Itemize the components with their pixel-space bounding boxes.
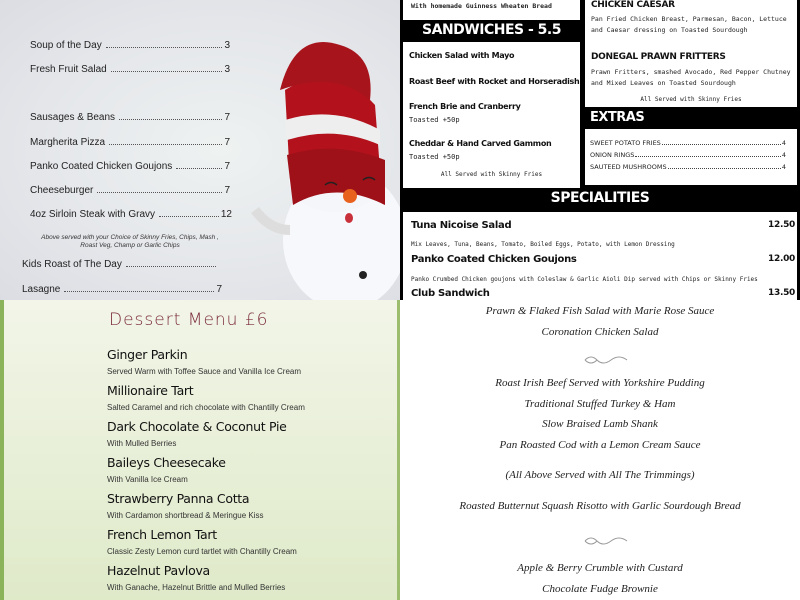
dessert-name: French Lemon Tart bbox=[107, 527, 217, 542]
menu-line: Pan Roasted Cod with a Lemon Cream Sauce bbox=[499, 439, 701, 451]
menu-line: Apple & Berry Crumble with Custard bbox=[517, 562, 683, 574]
special-desc: Mix Leaves, Tuna, Beans, Tomato, Boiled Eggs, Potato, with Lemon Dressing bbox=[411, 241, 675, 248]
leader-dots bbox=[668, 163, 781, 169]
item-name: Fresh Fruit Salad bbox=[30, 64, 107, 75]
special-price: 13.50 bbox=[768, 288, 795, 298]
menu-item bbox=[30, 112, 230, 123]
extra-item bbox=[590, 163, 786, 171]
extra-price: 4 bbox=[781, 163, 786, 171]
leader-dots bbox=[97, 185, 222, 193]
menu-line: Prawn & Flaked Fish Salad with Marie Rose Sauce bbox=[485, 305, 715, 317]
leader-dots bbox=[635, 151, 780, 157]
item-price: 7 bbox=[224, 185, 230, 196]
extra-name: ONION RINGS bbox=[590, 151, 635, 159]
ornament-divider bbox=[583, 535, 629, 547]
dessert-name: Baileys Cheesecake bbox=[107, 455, 226, 470]
extra-price: 4 bbox=[781, 139, 786, 147]
leader-dots bbox=[176, 161, 222, 169]
special-name: Tuna Nicoise Salad bbox=[411, 220, 512, 231]
mains-box bbox=[585, 0, 797, 107]
menu-item bbox=[22, 259, 218, 270]
sandwich-name: Cheddar & Hand Carved Gammon bbox=[409, 139, 552, 148]
extra-item bbox=[590, 139, 786, 147]
dessert-name: Millionaire Tart bbox=[107, 383, 194, 398]
menu-line: Traditional Stuffed Turkey & Ham bbox=[524, 398, 676, 410]
leader-dots bbox=[159, 209, 219, 217]
extra-name: SAUTEED MUSHROOMS bbox=[590, 163, 667, 171]
dessert-title: Dessert Menu £6 bbox=[109, 310, 269, 330]
dessert-name: Strawberry Panna Cotta bbox=[107, 491, 250, 506]
menu-line: Slow Braised Lamb Shank bbox=[542, 418, 658, 430]
leader-dots bbox=[119, 112, 222, 120]
dessert-desc: With Vanilla Ice Cream bbox=[107, 475, 188, 484]
leader-dots bbox=[126, 259, 216, 267]
item-name: Lasagne bbox=[22, 284, 61, 295]
sandwich-name: Roast Beef with Rocket and Horseradish bbox=[409, 77, 580, 86]
item-name: Sausages & Beans bbox=[30, 112, 116, 123]
main-name: DONEGAL PRAWN FRITTERS bbox=[591, 52, 726, 62]
special-price: 12.50 bbox=[768, 220, 795, 230]
item-price: 7 bbox=[224, 161, 230, 172]
item-name: Cheeseburger bbox=[30, 185, 94, 196]
kids-menu-panel bbox=[0, 0, 400, 300]
menu-item bbox=[30, 64, 230, 75]
item-name: Soup of the Day bbox=[30, 40, 102, 51]
dessert-desc: Salted Caramel and rich chocolate with Chantilly Cream bbox=[107, 403, 305, 412]
menu-line: Roast Irish Beef Served with Yorkshire Pudding bbox=[495, 377, 705, 389]
dessert-name: Hazelnut Pavlova bbox=[107, 563, 210, 578]
special-name: Club Sandwich bbox=[411, 288, 490, 299]
item-price: 7 bbox=[224, 137, 230, 148]
soup-box bbox=[403, 0, 580, 20]
menu-item bbox=[30, 137, 230, 148]
menu-item bbox=[30, 185, 230, 196]
snowman-image bbox=[245, 30, 400, 300]
dessert-desc: With Ganache, Hazelnut Brittle and Mulled Berries bbox=[107, 583, 286, 592]
dessert-desc: With Cardamon shortbread & Meringue Kiss bbox=[107, 511, 264, 520]
item-price: 7 bbox=[224, 112, 230, 123]
extra-price: 4 bbox=[781, 151, 786, 159]
sandwiches-header: SANDWICHES - 5.5 bbox=[422, 22, 561, 38]
sandwich-name: French Brie and Cranberry bbox=[409, 102, 521, 111]
leader-dots bbox=[111, 64, 223, 72]
item-name: Kids Roast of The Day bbox=[22, 259, 122, 270]
main-name: CHICKEN CAESAR bbox=[591, 0, 675, 10]
item-name: Margherita Pizza bbox=[30, 137, 106, 148]
menu-item bbox=[22, 284, 222, 295]
leader-dots bbox=[106, 40, 223, 48]
sandwich-sub: Toasted +50p bbox=[409, 116, 460, 124]
served-with-note: Above served with your Choice of Skinny Fries, Chips, Mash , Roast Veg, Champ or Garlic Chips bbox=[41, 234, 219, 249]
dessert-name: Ginger Parkin bbox=[107, 347, 188, 362]
extra-item bbox=[590, 151, 786, 159]
lunch-menu-panel bbox=[400, 0, 800, 300]
special-price: 12.00 bbox=[768, 254, 795, 264]
menu-line: (All Above Served with All The Trimmings) bbox=[505, 469, 695, 481]
extras-header: EXTRAS bbox=[590, 110, 645, 125]
menu-item bbox=[30, 161, 230, 172]
specialities-box bbox=[403, 212, 797, 300]
item-price: 3 bbox=[224, 40, 230, 51]
menu-item bbox=[30, 209, 232, 220]
item-name: 4oz Sirloin Steak with Gravy bbox=[30, 209, 156, 220]
main-desc: Prawn Fritters, smashed Avocado, Red Pepper Chutney and Mixed Leaves on Toasted Sourdough bbox=[591, 68, 791, 87]
special-name: Panko Coated Chicken Goujons bbox=[411, 254, 577, 265]
specialities-header: SPECIALITIES bbox=[550, 190, 650, 206]
leader-dots bbox=[109, 137, 222, 145]
item-price: 7 bbox=[216, 284, 222, 295]
dessert-desc: With Mulled Berries bbox=[107, 439, 177, 448]
sandwich-sub: Toasted +50p bbox=[409, 153, 460, 161]
christmas-menu-panel bbox=[400, 300, 800, 600]
dessert-desc: Classic Zesty Lemon curd tartlet with Chantilly Cream bbox=[107, 547, 297, 556]
menu-item bbox=[30, 40, 230, 51]
sandwich-footer: All Served with Skinny Fries bbox=[440, 171, 543, 178]
menu-line: Roasted Butternut Squash Risotto with Garlic Sourdough Bread bbox=[459, 500, 741, 512]
special-desc: Panko Crumbed Chicken goujons with Coleslaw & Garlic Aioli Dip served with Chips or Skinny Fries bbox=[411, 276, 758, 283]
sandwich-name: Chicken Salad with Mayo bbox=[409, 51, 515, 60]
menu-line: Coronation Chicken Salad bbox=[541, 326, 659, 338]
menu-line: Chocolate Fudge Brownie bbox=[542, 583, 658, 595]
mains-footer: All Served with Skinny Fries bbox=[640, 96, 742, 103]
main-desc: Pan Fried Chicken Breast, Parmesan, Bacon, Lettuce and Caesar dressing on Toasted Sourdough bbox=[591, 15, 787, 34]
dessert-name: Dark Chocolate & Coconut Pie bbox=[107, 419, 287, 434]
item-price: 3 bbox=[224, 64, 230, 75]
leader-dots bbox=[662, 139, 781, 145]
extra-name: SWEET POTATO FRIES bbox=[590, 139, 661, 147]
bread-note: With homemade Guinness Wheaten Bread bbox=[411, 2, 552, 10]
dessert-desc: Served Warm with Toffee Sauce and Vanilla Ice Cream bbox=[107, 367, 302, 376]
dessert-menu-panel bbox=[0, 300, 400, 600]
item-price: 12 bbox=[220, 209, 232, 220]
item-name: Panko Coated Chicken Goujons bbox=[30, 161, 173, 172]
sandwiches-box bbox=[403, 42, 580, 188]
ornament-divider bbox=[583, 354, 629, 366]
leader-dots bbox=[64, 284, 214, 292]
